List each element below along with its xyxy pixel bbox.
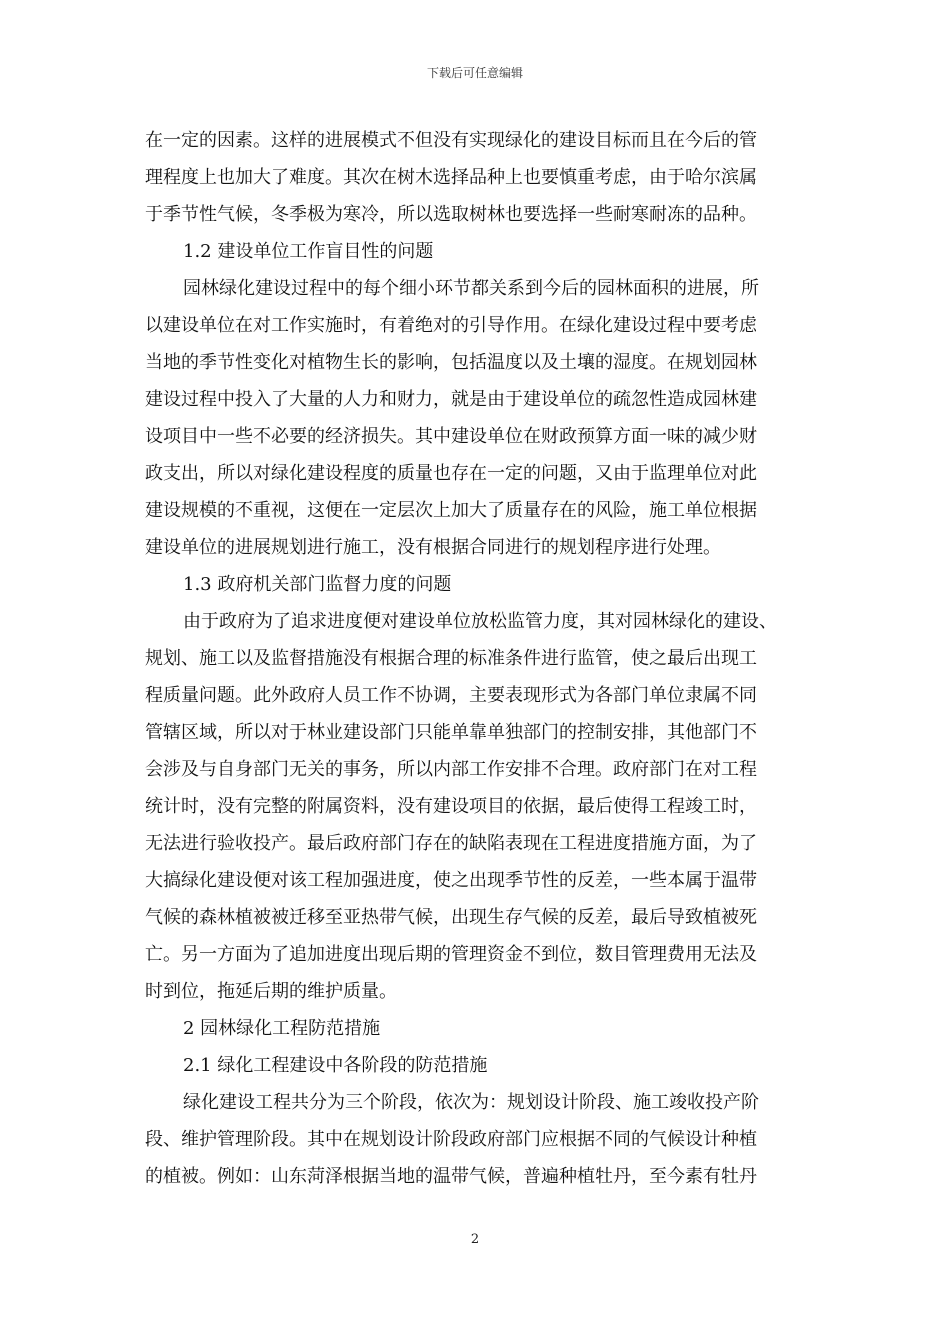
document-body	[145, 122, 810, 1195]
text-line: 2.1 绿化工程建设中各阶段的防范措施	[183, 1055, 488, 1076]
page-number: 2	[470, 1232, 480, 1247]
text-line: 气候的森林植被被迁移至亚热带气候，出现生存气候的反差，最后导致植被死	[145, 907, 757, 928]
text-line: 建设单位的进展规划进行施工，没有根据合同进行的规划程序进行处理。	[145, 537, 721, 558]
text-line: 1.3 政府机关部门监督力度的问题	[183, 574, 452, 595]
text-line: 设项目中一些不必要的经济损失。其中建设单位在财政预算方面一味的减少财	[145, 426, 757, 447]
text-line: 于季节性气候，冬季极为寒冷，所以选取树林也要选择一些耐寒耐冻的品种。	[145, 204, 757, 225]
text-line: 的植被。例如：山东菏泽根据当地的温带气候，普遍种植牡丹，至今素有牡丹	[145, 1166, 757, 1187]
text-line: 建设过程中投入了大量的人力和财力，就是由于建设单位的疏忽性造成园林建	[145, 389, 757, 410]
text-line: 大搞绿化建设便对该工程加强进度，使之出现季节性的反差，一些本属于温带	[145, 870, 757, 891]
text-line: 园林绿化建设过程中的每个细小环节都关系到今后的园林面积的进展，所	[183, 278, 759, 299]
page-header: 下载后可任意编辑	[426, 66, 523, 80]
text-line: 在一定的因素。这样的进展模式不但没有实现绿化的建设目标而且在今后的管	[145, 130, 757, 151]
text-line: 无法进行验收投产。最后政府部门存在的缺陷表现在工程进度措施方面，为了	[145, 833, 757, 854]
text-line: 理程度上也加大了难度。其次在树木选择品种上也要慎重考虑，由于哈尔滨属	[145, 167, 757, 188]
text-line: 2 园林绿化工程防范措施	[183, 1018, 381, 1039]
text-line: 程质量问题。此外政府人员工作不协调，主要表现形式为各部门单位隶属不同	[145, 685, 757, 706]
text-line: 绿化建设工程共分为三个阶段，依次为：规划设计阶段、施工竣收投产阶	[183, 1092, 759, 1113]
text-line: 规划、施工以及监督措施没有根据合理的标准条件进行监管，使之最后出现工	[145, 648, 757, 669]
text-line: 亡。另一方面为了追加进度出现后期的管理资金不到位，数目管理费用无法及	[145, 944, 757, 965]
text-line: 由于政府为了追求进度便对建设单位放松监管力度，其对园林绿化的建设、	[183, 611, 777, 632]
text-line: 政支出，所以对绿化建设程度的质量也存在一定的问题，又由于监理单位对此	[145, 463, 757, 484]
text-line: 统计时，没有完整的附属资料，没有建设项目的依据，最后使得工程竣工时，	[145, 796, 757, 817]
text-line: 1.2 建设单位工作盲目性的问题	[183, 241, 434, 262]
text-line: 段、维护管理阶段。其中在规划设计阶段政府部门应根据不同的气候设计种植	[145, 1129, 757, 1150]
text-line: 建设规模的不重视，这便在一定层次上加大了质量存在的风险，施工单位根据	[145, 500, 757, 521]
text-line: 管辖区域，所以对于林业建设部门只能单靠单独部门的控制安排，其他部门不	[145, 722, 757, 743]
text-line: 会涉及与自身部门无关的事务，所以内部工作安排不合理。政府部门在对工程	[145, 759, 757, 780]
text-line: 当地的季节性变化对植物生长的影响，包括温度以及土壤的湿度。在规划园林	[145, 352, 757, 373]
text-line: 时到位，拖延后期的维护质量。	[145, 981, 397, 1002]
text-line: 以建设单位在对工作实施时，有着绝对的引导作用。在绿化建设过程中要考虑	[145, 315, 757, 336]
